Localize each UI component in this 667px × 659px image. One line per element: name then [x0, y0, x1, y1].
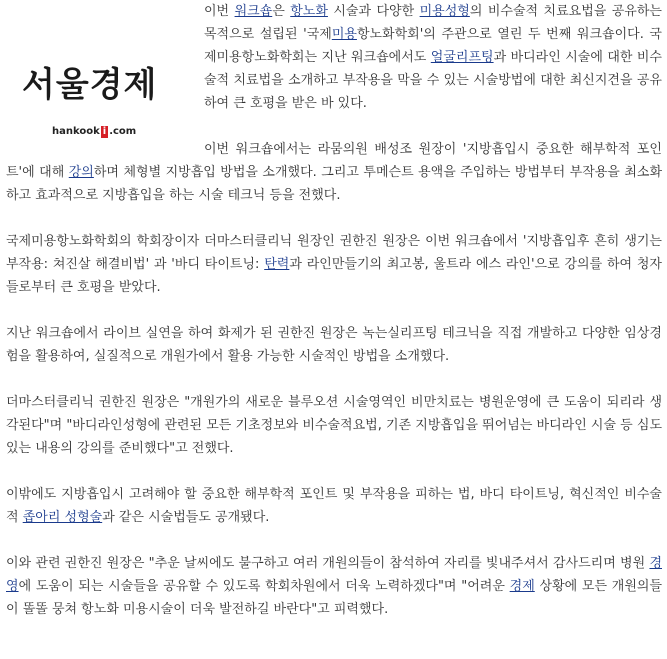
keyword-link[interactable]: 미용성형	[419, 4, 470, 19]
paragraph-text: 하며 체형별 지방흡입 방법을 소개했다. 그리고 투메슨트 용액을 주입하는 방법부터 부작용을 최소화하고 효과적으로 지방흡입을 하는 시술 테크닉 등을 전했다.	[6, 165, 663, 203]
paragraph-text: 이밖에도 지방흡입시 고려해야 할 중요한 해부학적 포인트 및 부작용을 피하는 법, 바디 타이트닝, 혁신적인 비수술적	[6, 487, 662, 525]
paragraph-text: 더마스터클리닉 권한진 원장은 "개원가의 새로운 블루오션 시술영역인 비만치료는 병원운영에 큰 도움이 되리라 생각된다"며 "바디라인성형에 관련된 모든 기초정보와 비수술적요법, 기존 지방흡입을 뛰어넘는 바디라인 시술 등 심도있는 내용의 강의를 준비했다"고 전했다.	[6, 395, 662, 456]
paragraph-text: 과 같은 시술법들도 공개됐다.	[102, 510, 270, 525]
article-paragraph	[6, 483, 662, 529]
article-paragraph	[6, 391, 662, 460]
paragraph-text: 과 바디라인 시술에 대한 비수술적 치료법을 소개하고 부작용을 막을 수 있는 시술방법에 대한 최신지견을 공유하여 큰 호평을 받은 바 있다.	[204, 50, 662, 111]
paragraph-text: 시술과 다양한	[327, 4, 420, 19]
paragraph-text: 이번 워크숍에서는 라뭄의원 배성조 원장이 '지방흡입시 중요한 해부학적 포인트'에 대해	[6, 142, 662, 180]
keyword-link[interactable]: 좁아리 성형술	[22, 510, 103, 525]
keyword-link[interactable]: 얼굴리프팅	[430, 50, 494, 65]
paragraph-text: 이번	[204, 4, 235, 19]
logo-sub-post: .com	[109, 126, 137, 137]
paragraph-text: 국제미용항노화학회의 학회장이자 더마스터클리닉 원장인 권한진 원장은 이번 워크숍에서 '지방흡입후 흔히 생기는 부작용: 쳐진살 해결비법' 과 '바디 타이트닝:	[6, 234, 662, 272]
logo-i-mark: i	[102, 126, 107, 137]
keyword-link[interactable]: 미용	[331, 27, 357, 42]
keyword-link[interactable]: 워크숍	[234, 4, 273, 19]
logo-subtitle	[52, 126, 136, 138]
keyword-link[interactable]: 강의	[68, 165, 94, 180]
article-paragraph	[6, 138, 662, 207]
keyword-link[interactable]: 경제	[509, 579, 535, 594]
paragraph-text: 에 도움이 되는 시술들을 공유할 수 있도록 학회차원에서 더욱 노력하겠다"며 "어려운	[18, 579, 510, 594]
article-body	[6, 0, 662, 644]
keyword-link[interactable]: 경영	[6, 556, 662, 594]
paragraph-text: 이와 관련 권한진 원장은 "추운 날씨에도 불구하고 여러 개원의들이 참석하여 자리를 빛내주셔서 감사드리며 병원	[6, 556, 650, 571]
article-paragraph	[6, 230, 662, 299]
logo-sub-pre: hankook	[52, 126, 100, 137]
article-paragraph	[6, 552, 662, 621]
article-paragraph	[6, 322, 662, 368]
paragraph-text: 과 라인만들기의 최고봉, 울트라 에스 라인'으로 강의를 하여 청자들로부터 큰 호평을 받았다.	[6, 257, 662, 295]
paragraph-text: 은	[272, 4, 291, 19]
keyword-link[interactable]: 탄력	[264, 257, 290, 272]
paragraph-text: 항노화학회'의 주관으로 열린 두 번째 워크숍이다. 국제미용항노화학회는 지난 워크숍에서도	[204, 27, 662, 65]
paragraph-text: 지난 워크숍에서 라이브 실연을 하여 화제가 된 권한진 원장은 녹는실리프팅 테크닉을 직접 개발하고 다양한 임상경험을 활용하여, 실질적으로 개원가에서 활용 가능한 시술적인 방법을 소개했다.	[6, 326, 662, 364]
paragraph-text: 의 비수술적 치료요법을 공유하는 목적으로 설립된 '국제	[204, 4, 662, 42]
paragraph-text: 상황에 모든 개원의들이 똘똘 뭉쳐 항노화 미용시술이 더욱 발전하길 바란다"고 피력했다.	[6, 579, 663, 617]
publisher-logo	[6, 0, 186, 144]
keyword-link[interactable]: 항노화	[290, 4, 328, 19]
logo-title: 서울경제	[22, 65, 158, 105]
